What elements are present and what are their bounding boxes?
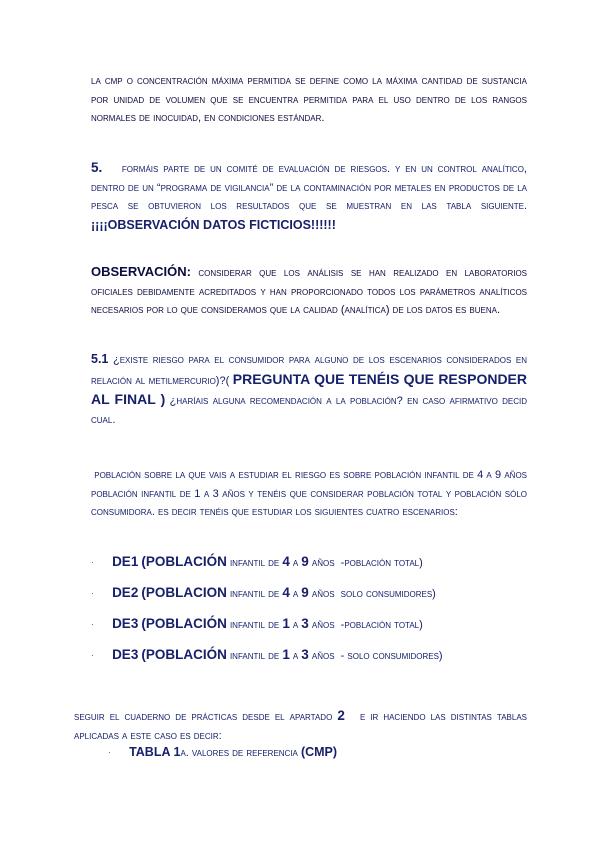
observation-text: considerar que los análisis se han realizado en laboratorios oficiales debidamente acreditados y han proporcionado todos los parámetros analíticos necesarios por lo que consideramos que la calidad (analítica) de los datos es buena. bbox=[91, 267, 527, 316]
question-5-paragraph bbox=[91, 159, 527, 235]
scenario-age-from: 1 bbox=[282, 647, 290, 662]
scenario-description: - solo consumidores) bbox=[340, 650, 443, 662]
table-code: (CMP) bbox=[300, 745, 338, 759]
population-text: población sobre la que vais a estudiar el riesgo es sobre población infantil de 4 a 9 años población infantil de 1 a 3 años y tenéis que considerar población total y población sólo consumidora. es decir tenéis que estudiar los siguientes cuatro escenarios: bbox=[91, 469, 528, 518]
scenario-age-sep: a bbox=[292, 650, 299, 662]
workbook-instructions-paragraph bbox=[74, 707, 527, 745]
table-subtitle: a. valores de referencia bbox=[180, 747, 298, 759]
scenario-description: -población total) bbox=[340, 557, 423, 569]
scenario-age-unit: años bbox=[311, 557, 335, 569]
fictitious-data-warning: ¡¡¡¡OBSERVACIÓN DATOS FICTICIOS!!!!!! bbox=[91, 217, 336, 232]
population-paragraph bbox=[91, 466, 527, 522]
bullet-icon: · bbox=[91, 589, 94, 599]
bullet-icon: · bbox=[91, 620, 94, 630]
scenario-age-unit: años bbox=[311, 619, 335, 631]
workbook-text-2: e ir haciendo las distintas tablas aplicadas a este caso es decir: bbox=[74, 711, 527, 742]
cmp-definition-text: la cmp o concentración máxima permitida se define como la máxima cantidad de sustancia por unidad de volumen que se encuentra permitida para el uso dentro de los rangos normales de inocuidad, en condiciones estándar. bbox=[91, 75, 527, 124]
scenario-age-unit: años bbox=[311, 650, 335, 662]
bullet-icon: · bbox=[91, 558, 94, 568]
scenario-population: infantil de bbox=[229, 557, 280, 569]
question-5-text: formáis parte de un comité de evaluación de riesgos. y en un control analítico, dentro de un “programa de vigilancia” de la contaminación por metales en productos de la pesca se obtuvieron los resultados que se muestran en las tabla siguiente. bbox=[91, 163, 527, 212]
scenario-age-unit: años bbox=[311, 588, 335, 600]
scenario-age-to: 9 bbox=[301, 585, 309, 600]
bullet-icon: · bbox=[91, 651, 94, 661]
workbook-section-number: 2 bbox=[337, 708, 345, 723]
scenario-population: infantil de bbox=[229, 588, 280, 600]
question-5-1-number: 5.1 bbox=[91, 352, 109, 366]
question-5-number: 5. bbox=[91, 160, 103, 175]
scenario-code: DE3 bbox=[112, 647, 139, 662]
scenario-item bbox=[91, 584, 436, 603]
scenario-age-sep: a bbox=[292, 588, 299, 600]
table-list-item bbox=[108, 743, 337, 762]
scenario-age-sep: a bbox=[292, 619, 299, 631]
scenario-item bbox=[91, 646, 443, 665]
scenario-population: infantil de bbox=[229, 619, 280, 631]
scenario-description: solo consumidores) bbox=[340, 588, 436, 600]
scenario-description: -población total) bbox=[340, 619, 423, 631]
scenario-population-label: (POBLACIÓN bbox=[141, 554, 227, 569]
scenario-age-to: 9 bbox=[301, 554, 309, 569]
table-label: TABLA 1 bbox=[129, 745, 181, 759]
scenario-code: DE3 bbox=[112, 616, 139, 631]
scenario-age-sep: a bbox=[292, 557, 299, 569]
scenario-age-from: 4 bbox=[282, 585, 290, 600]
scenario-age-from: 1 bbox=[282, 616, 290, 631]
scenario-population-label: (POBLACIÓN bbox=[141, 616, 227, 631]
bullet-icon: · bbox=[108, 748, 111, 758]
scenario-population: infantil de bbox=[229, 650, 280, 662]
recommendation-question: ¿haríais alguna recomendación a la población? en caso afirmativo decid cual. bbox=[91, 395, 528, 426]
scenario-age-from: 4 bbox=[282, 554, 290, 569]
workbook-text-1: seguir el cuaderno de prácticas desde el apartado bbox=[74, 711, 333, 723]
scenario-population-label: (POBLACION bbox=[141, 585, 227, 600]
question-5-1-text: ¿existe riesgo para el consumidor para alguno de los escenarios considerados en relación al metilmercurio)?( bbox=[91, 354, 527, 387]
scenario-population-label: (POBLACIÓN bbox=[141, 647, 227, 662]
final-question-notice: PREGUNTA QUE TENÉIS QUE RESPONDER AL FINAL ) bbox=[91, 370, 528, 407]
scenario-code: DE1 bbox=[112, 554, 139, 569]
scenario-item bbox=[91, 553, 423, 572]
scenario-age-to: 3 bbox=[301, 647, 309, 662]
scenario-age-to: 3 bbox=[301, 616, 309, 631]
question-5-1-paragraph bbox=[91, 350, 527, 429]
cmp-definition-paragraph bbox=[91, 72, 527, 128]
scenario-item bbox=[91, 615, 423, 634]
observation-label: OBSERVACIÓN: bbox=[91, 264, 191, 279]
scenario-code: DE2 bbox=[112, 585, 139, 600]
observation-paragraph bbox=[91, 263, 527, 320]
